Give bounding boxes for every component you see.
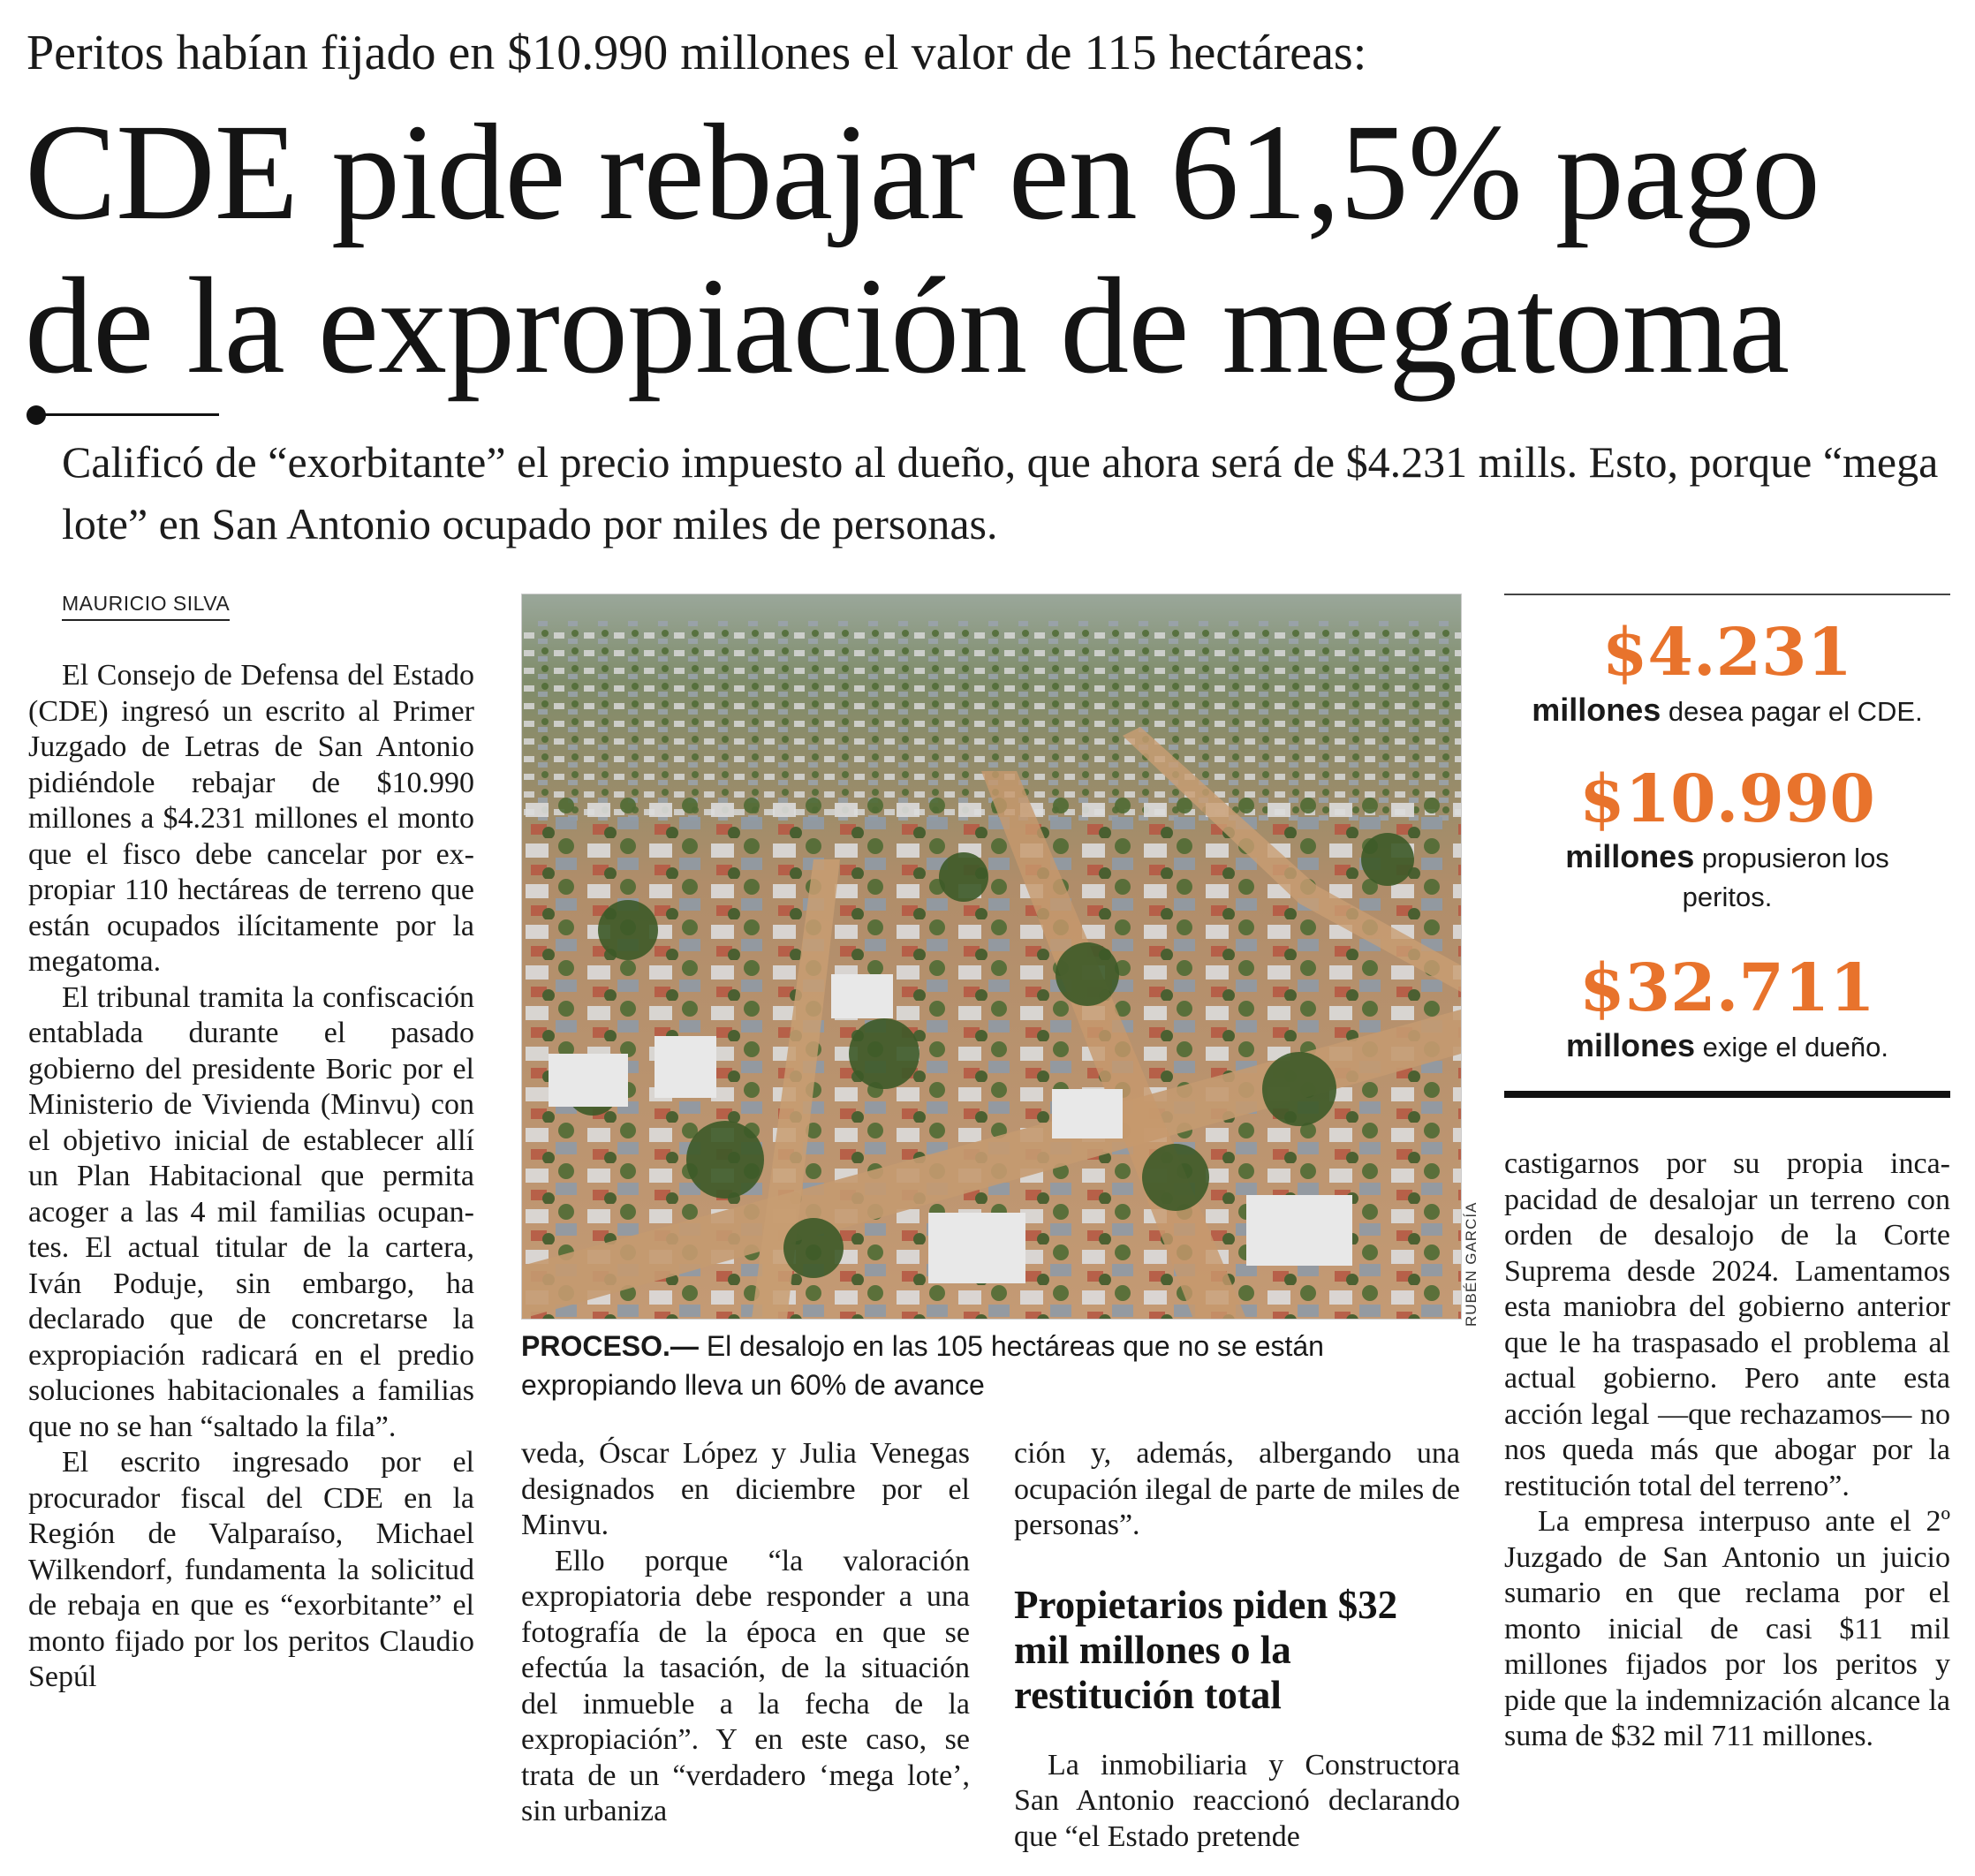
body-paragraph: castigarnos por su propia incapacidad de desalojar un terreno con orden de desalojo de la Corte Suprema desde 2024. Lamentamos esta maniobra del gobierno anterior que le ha traspasado el problema al actual gobierno. Pero ante esta acción legal —que rechazamos— no nos queda más que abogar por la restitución total del terreno”. [1504, 1147, 1950, 1502]
stat-text: desea pagar el CDE. [1661, 696, 1923, 727]
deck-rule [37, 413, 219, 416]
body-paragraph: El tribunal tramita la confiscación entablada durante el pasado gobierno del presidente Boric por el Ministerio de Vivienda (Minvu) con el objetivo inicial de establecer allí un Plan Habitacional que permita acoger a las 4 mil familias ocupantes. El actual titular de la cartera, Iván Poduje, sin embargo, ha declarado que de concretarse la expropiación radicará en el predio soluciones habitacionales a familias que no se han “saltado la fila”. [28, 980, 474, 1443]
photo-caption [521, 1327, 1460, 1404]
deck-rule-dot [26, 405, 46, 425]
body-column-2 [521, 1436, 970, 1830]
aerial-photo-image [522, 594, 1461, 1319]
stat-number: $32.711 [1579, 950, 1875, 1026]
subheading: Propietarios piden $32 mil millones o la restitución total [1014, 1582, 1398, 1717]
body-paragraph: La empresa interpuso ante el 2º Juzgado de San Antonio un juicio sumario en que reclama por el monto inicial de casi $11 mil millones fijados por los peritos y pide que la indemnización alcance la suma de $32 mil 711 millones. [1504, 1505, 1950, 1752]
photo-credit: RUBÉN GARCÍA [1463, 1201, 1479, 1327]
stat-description [1504, 691, 1950, 731]
stat-owner-demand [1504, 950, 1950, 1067]
stat-number: $10.990 [1579, 761, 1875, 837]
stat-text: exige el dueño. [1695, 1032, 1888, 1063]
stat-cde-offer [1504, 615, 1950, 731]
body-paragraph: Ello porque “la valoración expropiatoria debe responder a una fotografía de la época en que se efectúa la tasación, de la situación del inmueble a la fecha de la expropiación”. Y en este caso, se trata de un “verdadero ‘mega lote’, sin urbaniza [521, 1544, 970, 1827]
stat-unit: millones [1532, 692, 1661, 728]
body-column-4 [1504, 1146, 1950, 1755]
stat-description [1560, 837, 1896, 917]
stat-unit: millones [1566, 1027, 1696, 1063]
body-paragraph: El Consejo de Defensa del Estado (CDE) ingresó un escrito al Primer Juzgado de Letras de San Antonio pidiéndole rebajar de $10.990 millones a $4.231 millones el monto que el fisco debe cancelar por expropiar 110 hectáreas de terreno que están ocupados ilícitamente por la megatoma. [28, 659, 474, 978]
headline: CDE pide rebajar en 61,5% pago de la expropiación de megatoma [25, 95, 1820, 402]
photo-caption-lead: PROCESO.— [521, 1330, 699, 1362]
stat-experts-value [1504, 761, 1950, 917]
kicker: Peritos habían fijado en $10.990 millones el valor de 115 hectáreas: [26, 26, 1367, 80]
stat-text: propusieron los peritos. [1682, 843, 1889, 912]
body-column-3 [1014, 1436, 1460, 1855]
aerial-photo [521, 594, 1462, 1320]
stats-top-rule [1504, 594, 1950, 595]
body-paragraph: La inmobiliaria y Constructora San Antonio reaccionó declarando que “el Estado pretende [1014, 1748, 1460, 1853]
stat-number: $4.231 [1601, 615, 1853, 691]
body-paragraph: veda, Óscar López y Julia Venegas designados en diciembre por el Minvu. [521, 1437, 970, 1541]
body-column-1 [28, 658, 474, 1696]
stats-bottom-rule [1504, 1091, 1950, 1098]
body-paragraph: ción y, además, albergando una ocupación ilegal de parte de miles de personas”. [1014, 1437, 1460, 1541]
deck: Calificó de “exorbitante” el precio impuesto al dueño, que ahora será de $4.231 mills. Esto, porque “mega lote” en San Antonio ocupado por miles de personas. [62, 437, 1939, 548]
body-paragraph: El escrito ingresado por el procurador fiscal del CDE en la Región de Valparaíso, Michael Wilkendorf, fundamenta la solicitud de rebaja en que es “exorbitante” el monto fijado por los peritos Claudio Sepúl [28, 1446, 474, 1693]
stat-unit: millones [1565, 838, 1695, 874]
stat-description [1504, 1026, 1950, 1067]
photo-caption-text: El desalojo en las 105 hectáreas que no se están expropiando lleva un 60% de avance [521, 1330, 1324, 1401]
byline: MAURICIO SILVA [62, 592, 230, 621]
